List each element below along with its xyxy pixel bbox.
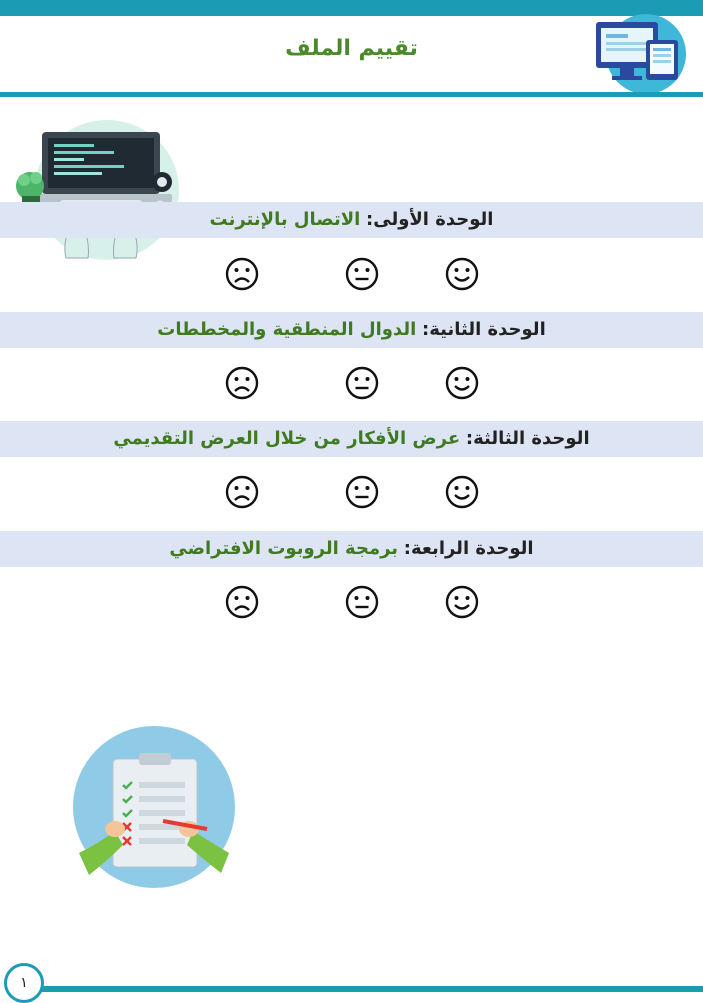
page-title: تقييم الملف	[285, 36, 418, 61]
unit-4-band	[0, 531, 703, 567]
neutral-face-icon[interactable]	[345, 475, 379, 509]
checklist-clipboard-illustration	[71, 725, 237, 889]
unit-2-title: الدوال المنطقية والمخططات	[157, 319, 417, 340]
page-number: ١	[4, 963, 44, 1003]
unit-1-band	[0, 202, 703, 238]
unit-2-label: الوحدة الثانية:	[422, 319, 546, 340]
unit-4-label: الوحدة الرابعة:	[403, 538, 534, 559]
neutral-face-icon[interactable]	[345, 257, 379, 291]
happy-face-icon[interactable]	[445, 585, 479, 619]
sad-face-icon[interactable]	[225, 257, 259, 291]
footer-divider	[40, 986, 703, 992]
unit-3-title: عرض الأفكار من خلال العرض التقديمي	[113, 428, 461, 449]
sad-face-icon[interactable]	[225, 366, 259, 400]
happy-face-icon[interactable]	[445, 366, 479, 400]
unit-3-label: الوحدة الثالثة:	[465, 428, 590, 449]
header-divider	[0, 92, 703, 97]
unit-1-label: الوحدة الأولى:	[366, 209, 494, 230]
computer-screens-icon	[586, 14, 686, 94]
neutral-face-icon[interactable]	[345, 585, 379, 619]
happy-face-icon[interactable]	[445, 257, 479, 291]
neutral-face-icon[interactable]	[345, 366, 379, 400]
sad-face-icon[interactable]	[225, 585, 259, 619]
unit-1-title: الاتصال بالإنترنت	[209, 209, 361, 230]
unit-3-band	[0, 421, 703, 457]
sad-face-icon[interactable]	[225, 475, 259, 509]
unit-2-band	[0, 312, 703, 348]
unit-4-title: برمجة الروبوت الافتراضي	[169, 538, 399, 559]
laptop-typing-illustration	[12, 118, 182, 260]
happy-face-icon[interactable]	[445, 475, 479, 509]
